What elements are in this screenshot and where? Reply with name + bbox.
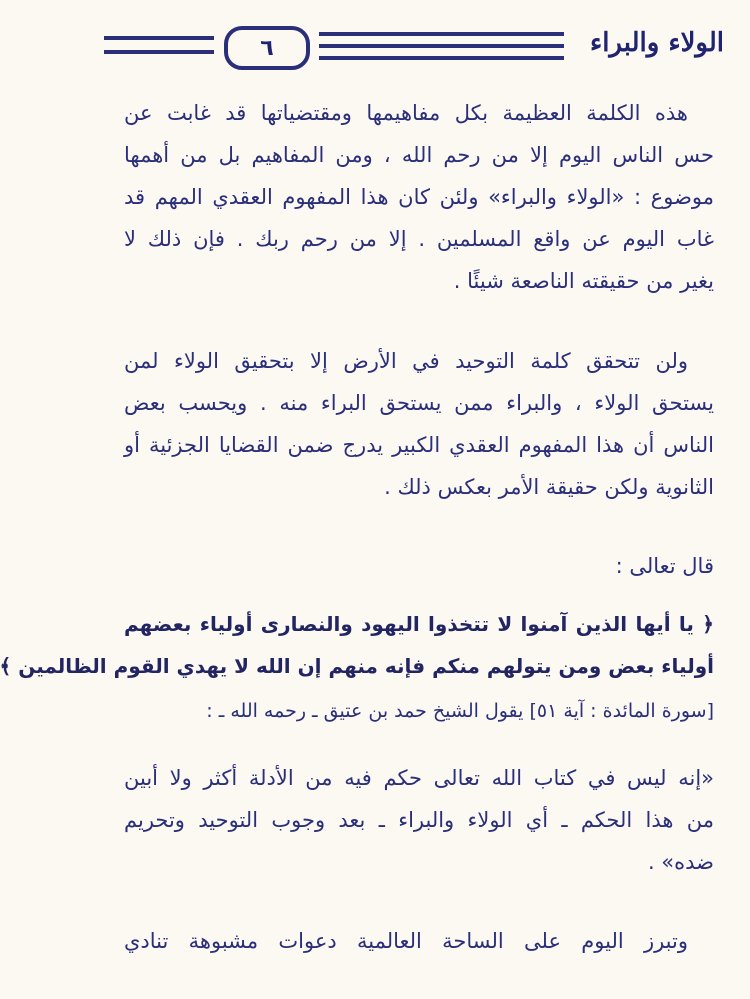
- quote-paragraph: [124, 757, 714, 883]
- header-rule: [104, 20, 564, 75]
- text-line: حس الناس اليوم إلا من رحم الله ، ومن المفاهيم بل من أهمها: [124, 143, 714, 167]
- verse-line: أولياء بعض ومن يتولهم منكم فإنه منهم إن الله لا يهدي القوم الظالمين ﴾: [0, 654, 714, 678]
- rule-right-1: [319, 32, 564, 36]
- page-number: ٦: [224, 26, 310, 70]
- text-line: غاب اليوم عن واقع المسلمين . إلا من رحم ربك . فإن ذلك لا: [124, 227, 714, 251]
- final-line: [124, 920, 714, 962]
- text-line: قال تعالى :: [615, 554, 714, 578]
- text-line: ولن تتحقق كلمة التوحيد في الأرض إلا بتحقيق الولاء لمن: [124, 349, 688, 373]
- verse-line: ﴿ يا أيها الذين آمنوا لا تتخذوا اليهود والنصارى أولياء بعضهم: [124, 612, 714, 636]
- text-line: يغير من حقيقته الناصعة شيئًا .: [453, 269, 714, 293]
- text-line: الثانوية ولكن حقيقة الأمر بعكس ذلك .: [384, 475, 714, 499]
- quran-verse: [0, 603, 714, 687]
- text-line: الناس أن هذا المفهوم العقدي الكبير يدرج ضمن القضايا الجزئية أو: [124, 433, 714, 457]
- said-line: [124, 545, 714, 587]
- text-line: هذه الكلمة العظيمة بكل مفاهيمها ومقتضياتها قد غابت عن: [124, 101, 688, 125]
- text-line: من هذا الحكم ـ أي الولاء والبراء ـ بعد وجوب التوحيد وتحريم: [124, 808, 714, 832]
- text-line: وتبرز اليوم على الساحة العالمية دعوات مشبوهة تنادي: [124, 929, 688, 953]
- rule-left-top: [104, 36, 214, 40]
- paragraph-1: [124, 92, 714, 302]
- text-line: ضده» .: [647, 850, 714, 874]
- rule-right-3: [319, 56, 564, 60]
- page-header: [104, 20, 724, 75]
- rule-right-2: [319, 44, 564, 48]
- text-line: موضوع : «الولاء والبراء» ولئن كان هذا المفهوم العقدي المهم قد: [124, 185, 714, 209]
- reference-line: [سورة المائدة : آية ٥١] يقول الشيخ حمد بن عتيق ـ رحمه الله ـ :: [206, 700, 714, 722]
- paragraph-2: [124, 340, 714, 508]
- running-title: الولاء والبراء: [589, 28, 724, 58]
- rule-left-bottom: [104, 50, 214, 54]
- verse-reference: [124, 690, 714, 732]
- text-line: «إنه ليس في كتاب الله تعالى حكم فيه من الأدلة أكثر ولا أبين: [124, 766, 714, 790]
- text-line: يستحق الولاء ، والبراء ممن يستحق البراء منه . ويحسب بعض: [124, 391, 714, 415]
